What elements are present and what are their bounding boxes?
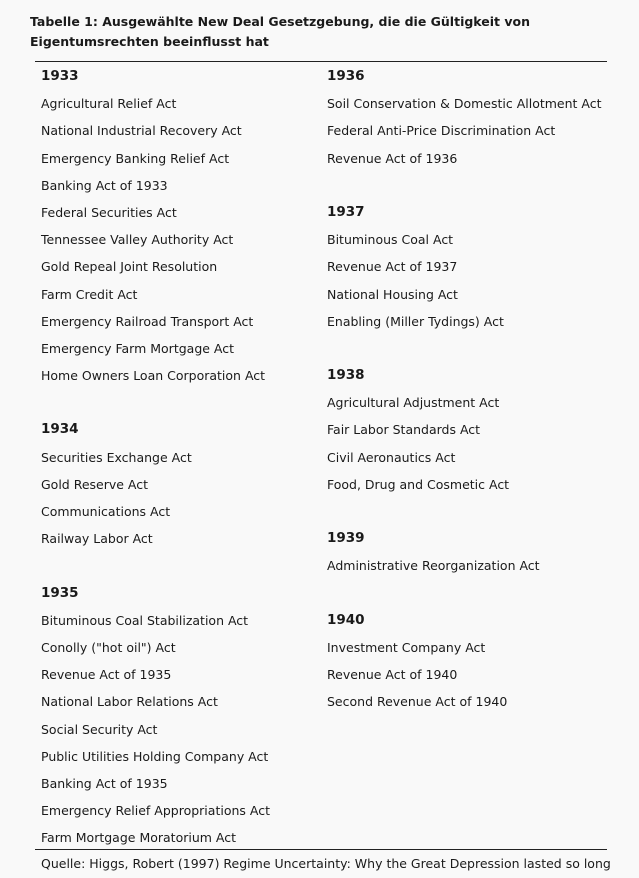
act-item: Tennessee Valley Authority Act (41, 232, 234, 248)
year-heading: 1937 (327, 203, 365, 220)
year-heading: 1939 (327, 530, 365, 547)
table-bottom-rule (35, 849, 607, 850)
source-note: Quelle: Higgs, Robert (1997) Regime Uncertainty: Why the Great Depression lasted so long (41, 856, 611, 871)
act-item: Revenue Act of 1936 (327, 150, 458, 166)
act-item: Federal Anti-Price Discrimination Act (327, 123, 556, 139)
year-heading: 1934 (41, 421, 79, 438)
act-item: Revenue Act of 1935 (41, 667, 172, 683)
group-spacer (327, 172, 602, 199)
act-item: Second Revenue Act of 1940 (327, 694, 508, 710)
act-item: Farm Credit Act (41, 286, 138, 302)
act-item: Public Utilities Holding Company Act (41, 748, 269, 764)
act-item: National Industrial Recovery Act (41, 123, 242, 139)
act-item: Home Owners Loan Corporation Act (41, 368, 266, 384)
act-item: Banking Act of 1933 (41, 177, 168, 193)
act-item: Fair Labor Standards Act (327, 422, 481, 438)
act-item: Federal Securities Act (41, 204, 177, 220)
act-item: Civil Aeronautics Act (327, 449, 456, 465)
act-item: Social Security Act (41, 721, 158, 737)
act-item: Gold Repeal Joint Resolution (41, 259, 218, 275)
act-item: National Labor Relations Act (41, 694, 218, 710)
act-item: Investment Company Act (327, 639, 486, 655)
left-column (41, 63, 270, 851)
act-item: Soil Conservation & Domestic Allotment Act (327, 96, 602, 112)
act-item: Communications Act (41, 504, 171, 519)
year-heading: 1940 (327, 611, 365, 628)
table-top-rule (35, 61, 607, 62)
table-caption: Tabelle 1: Ausgewählte New Deal Gesetzgebung, die die Gültigkeit von Eigentumsrechten beeinflusst hat (30, 14, 530, 49)
right-column (327, 63, 602, 716)
act-item: Agricultural Adjustment Act (327, 395, 500, 411)
year-heading: 1938 (327, 367, 365, 384)
act-item: Conolly ("hot oil") Act (41, 639, 176, 655)
year-heading: 1936 (327, 68, 365, 84)
act-item: Farm Mortgage Moratorium Act (41, 830, 237, 846)
act-item: Bituminous Coal Stabilization Act (41, 612, 249, 628)
act-item: National Housing Act (327, 286, 458, 302)
act-item: Emergency Railroad Transport Act (41, 313, 254, 329)
year-heading: 1933 (41, 68, 79, 84)
act-item: Railway Labor Act (41, 531, 153, 547)
group-spacer (327, 498, 602, 525)
act-item: Revenue Act of 1937 (327, 259, 458, 275)
act-item: Food, Drug and Cosmetic Act (327, 476, 510, 492)
act-item: Emergency Banking Relief Act (41, 150, 230, 166)
group-spacer (327, 580, 602, 607)
group-spacer (327, 335, 602, 362)
act-item: Agricultural Relief Act (41, 96, 177, 112)
act-item: Securities Exchange Act (41, 449, 192, 465)
act-item: Banking Act of 1935 (41, 775, 168, 791)
act-item: Administrative Reorganization Act (327, 558, 540, 574)
act-item: Bituminous Coal Act (327, 232, 454, 248)
act-item: Enabling (Miller Tydings) Act (327, 313, 504, 329)
act-item: Emergency Relief Appropriations Act (41, 803, 270, 819)
group-spacer (41, 389, 270, 416)
group-spacer (41, 552, 270, 579)
act-item: Gold Reserve Act (41, 476, 149, 492)
year-heading: 1935 (41, 584, 79, 601)
act-item: Emergency Farm Mortgage Act (41, 340, 235, 356)
act-item: Revenue Act of 1940 (327, 667, 458, 683)
